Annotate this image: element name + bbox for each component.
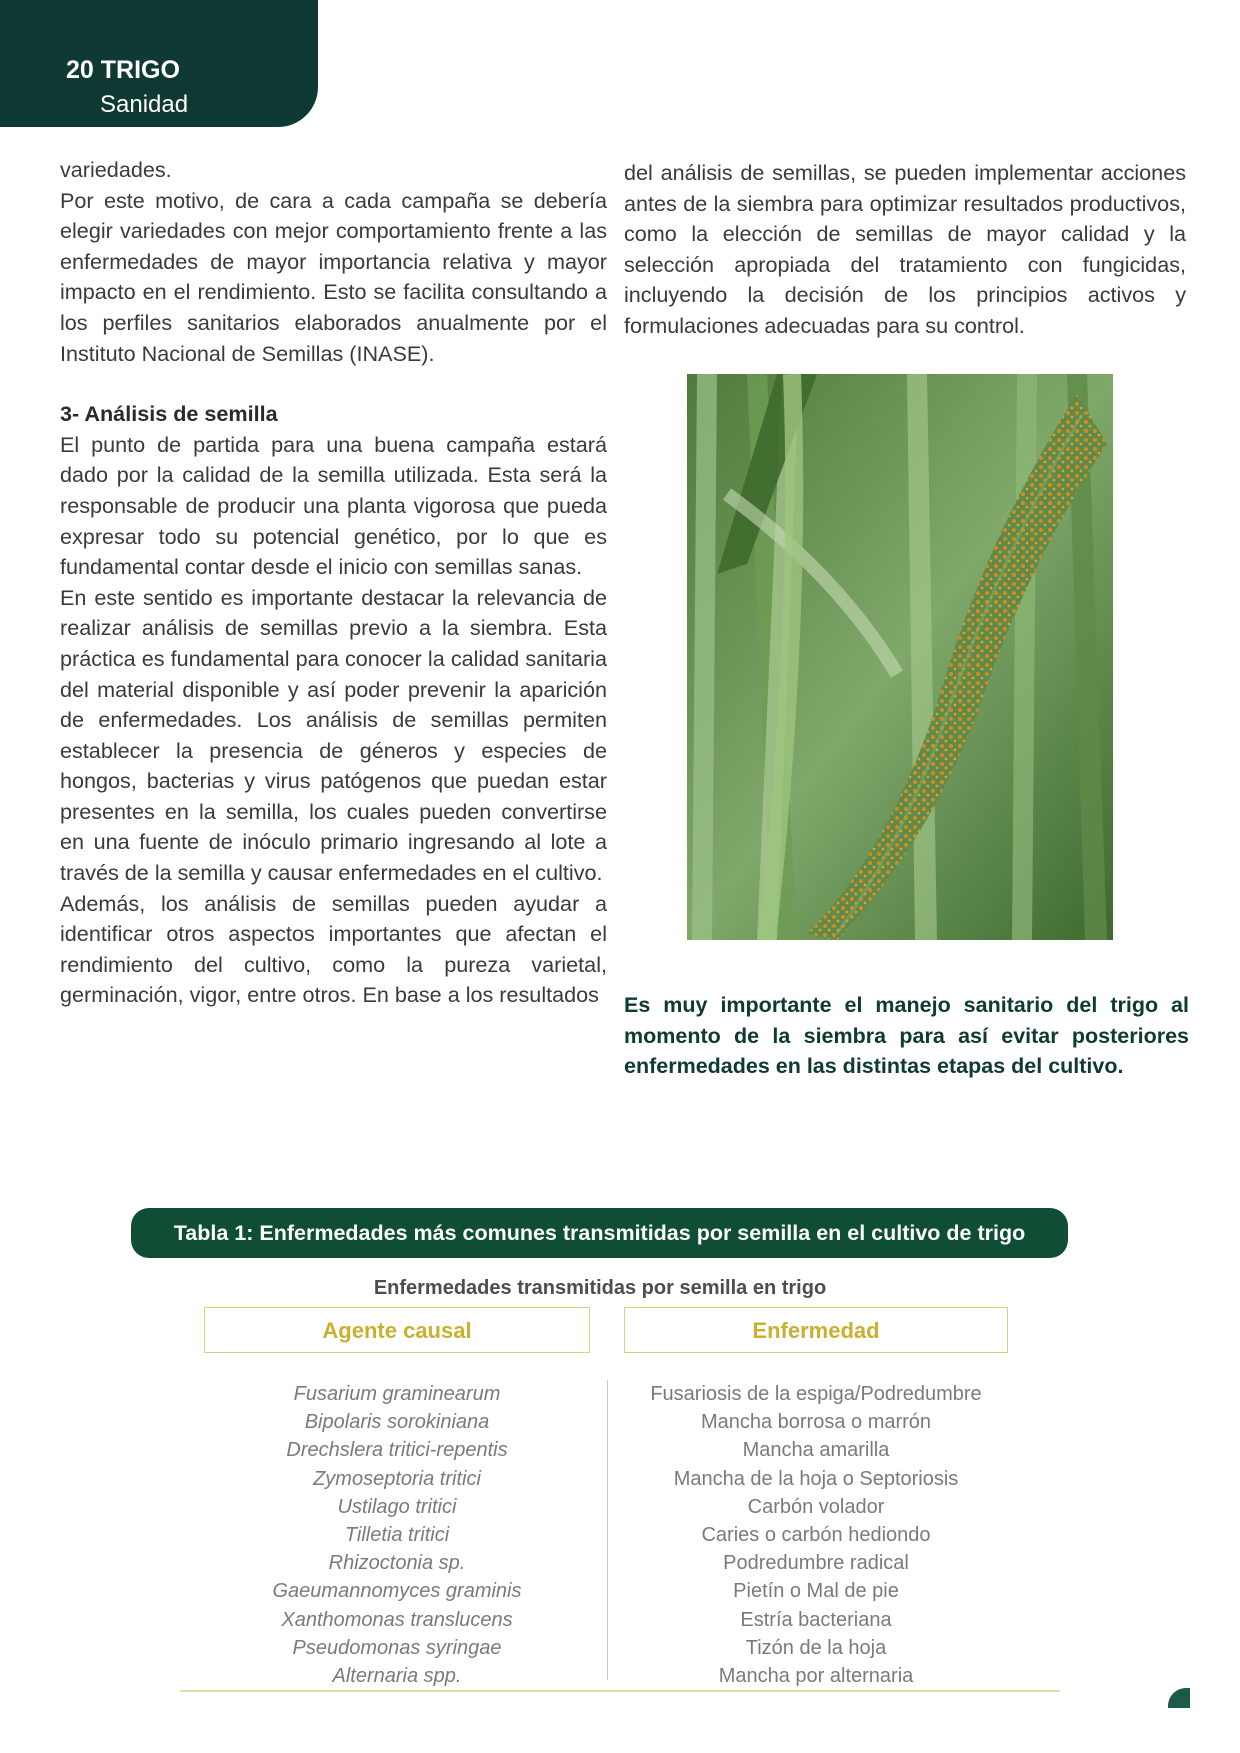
list-item: Mancha borrosa o marrón bbox=[700, 1411, 932, 1434]
table-banner: Tabla 1: Enfermedades más comunes transmitidas por semilla en el cultivo de trigo bbox=[131, 1208, 1068, 1258]
list-item: Bipolaris sorokiniana bbox=[304, 1411, 490, 1434]
list-item: Pseudomonas syringae bbox=[292, 1636, 502, 1659]
table-bottom-rule bbox=[180, 1690, 1060, 1692]
list-item: Alternaria spp. bbox=[332, 1665, 462, 1688]
page-number-title: 20 TRIGO bbox=[66, 56, 180, 84]
paragraph: Por este motivo, de cara a cada campaña se debería elegir variedades con mejor comportamiento frente a las enfermedades de mayor importancia relativa y mayor impacto en el rendimiento. Esto se facilita consultando a los perfiles sanitarios elaborados anualmente por el Instituto Nacional de Semillas (INASE). bbox=[60, 187, 607, 366]
list-item: Drechslera tritici-repentis bbox=[286, 1439, 508, 1462]
photo-caption: Es muy importante el manejo sanitario del trigo al momento de la siembra para así evitar posteriores enfermedades en las distintas etapas del cultivo. bbox=[624, 993, 1189, 1078]
paragraph: El punto de partida para una buena campaña estará dado por la calidad de la semilla utilizada. Esta será la responsable de producir una planta vigorosa que pueda expresar todo su potencial genético, por lo que es fundamental contar desde el inicio con semillas sanas. bbox=[60, 431, 607, 580]
wheat-rust-photo bbox=[687, 374, 1113, 940]
page-corner-mark bbox=[1168, 1688, 1190, 1708]
column-header-disease: Enfermedad bbox=[624, 1307, 1008, 1353]
list-item: Mancha por alternaria bbox=[718, 1665, 914, 1688]
list-item: Zymoseptoria tritici bbox=[313, 1467, 481, 1490]
section-label: Sanidad bbox=[100, 91, 189, 118]
right-column bbox=[624, 158, 1186, 342]
list-item: Mancha de la hoja o Septoriosis bbox=[673, 1467, 959, 1490]
table-title: Enfermedades transmitidas por semilla en trigo bbox=[373, 1277, 827, 1299]
paragraph: En este sentido es importante destacar la relevancia de realizar análisis de semillas previo a la siembra. Esta práctica es fundamental para conocer la calidad sanitaria del material disponible y así poder prevenir la aparición de enfermedades. Los análisis de semillas permiten establecer la presencia de géneros y especies de hongos, bacterias y virus patógenos que puedan estar presentes en la semilla, los cuales pueden convertirse en una fuente de inóculo primario ingresando al lote a través de la semilla y causar enfermedades en el cultivo. bbox=[60, 584, 607, 886]
column-header-agent: Agente causal bbox=[204, 1307, 590, 1353]
list-item: Caries o carbón hediondo bbox=[701, 1524, 931, 1547]
wheat-leaf-illustration bbox=[687, 374, 1113, 940]
list-item: Podredumbre radical bbox=[723, 1552, 909, 1575]
list-item: Xanthomonas translucens bbox=[281, 1608, 513, 1631]
paragraph: Además, los análisis de semillas pueden ayudar a identificar otros aspectos importantes que afectan el rendimiento del cultivo, como la pureza varietal, germinación, vigor, entre otros. En base a los resultados bbox=[60, 890, 607, 1008]
column-divider bbox=[607, 1380, 608, 1680]
section-heading: 3- Análisis de semilla bbox=[60, 401, 278, 427]
list-item: Estría bacteriana bbox=[740, 1608, 892, 1631]
list-item: Pietín o Mal de pie bbox=[733, 1580, 899, 1603]
list-item: Gaeumannomyces graminis bbox=[272, 1580, 522, 1603]
disease-list bbox=[624, 1380, 1008, 1690]
paragraph: variedades. bbox=[60, 157, 172, 182]
list-item: Tizón de la hoja bbox=[745, 1636, 887, 1659]
list-item: Fusariosis de la espiga/Podredumbre bbox=[650, 1383, 982, 1405]
list-item: Tilletia tritici bbox=[344, 1524, 450, 1547]
list-item: Carbón volador bbox=[747, 1495, 885, 1518]
list-item: Rhizoctonia sp. bbox=[328, 1552, 466, 1575]
list-item: Mancha amarilla bbox=[742, 1439, 890, 1462]
agent-list bbox=[204, 1380, 590, 1690]
left-column bbox=[60, 155, 607, 1011]
list-item: Fusarium graminearum bbox=[293, 1383, 501, 1405]
list-item: Ustilago tritici bbox=[337, 1495, 457, 1518]
paragraph: del análisis de semillas, se pueden implementar acciones antes de la siembra para optimizar resultados productivos, como la elección de semillas de mayor calidad y la selección apropiada del tratamiento con fungicidas, incluyendo la decisión de los principios activos y formulaciones adecuadas para su control. bbox=[624, 160, 1186, 338]
